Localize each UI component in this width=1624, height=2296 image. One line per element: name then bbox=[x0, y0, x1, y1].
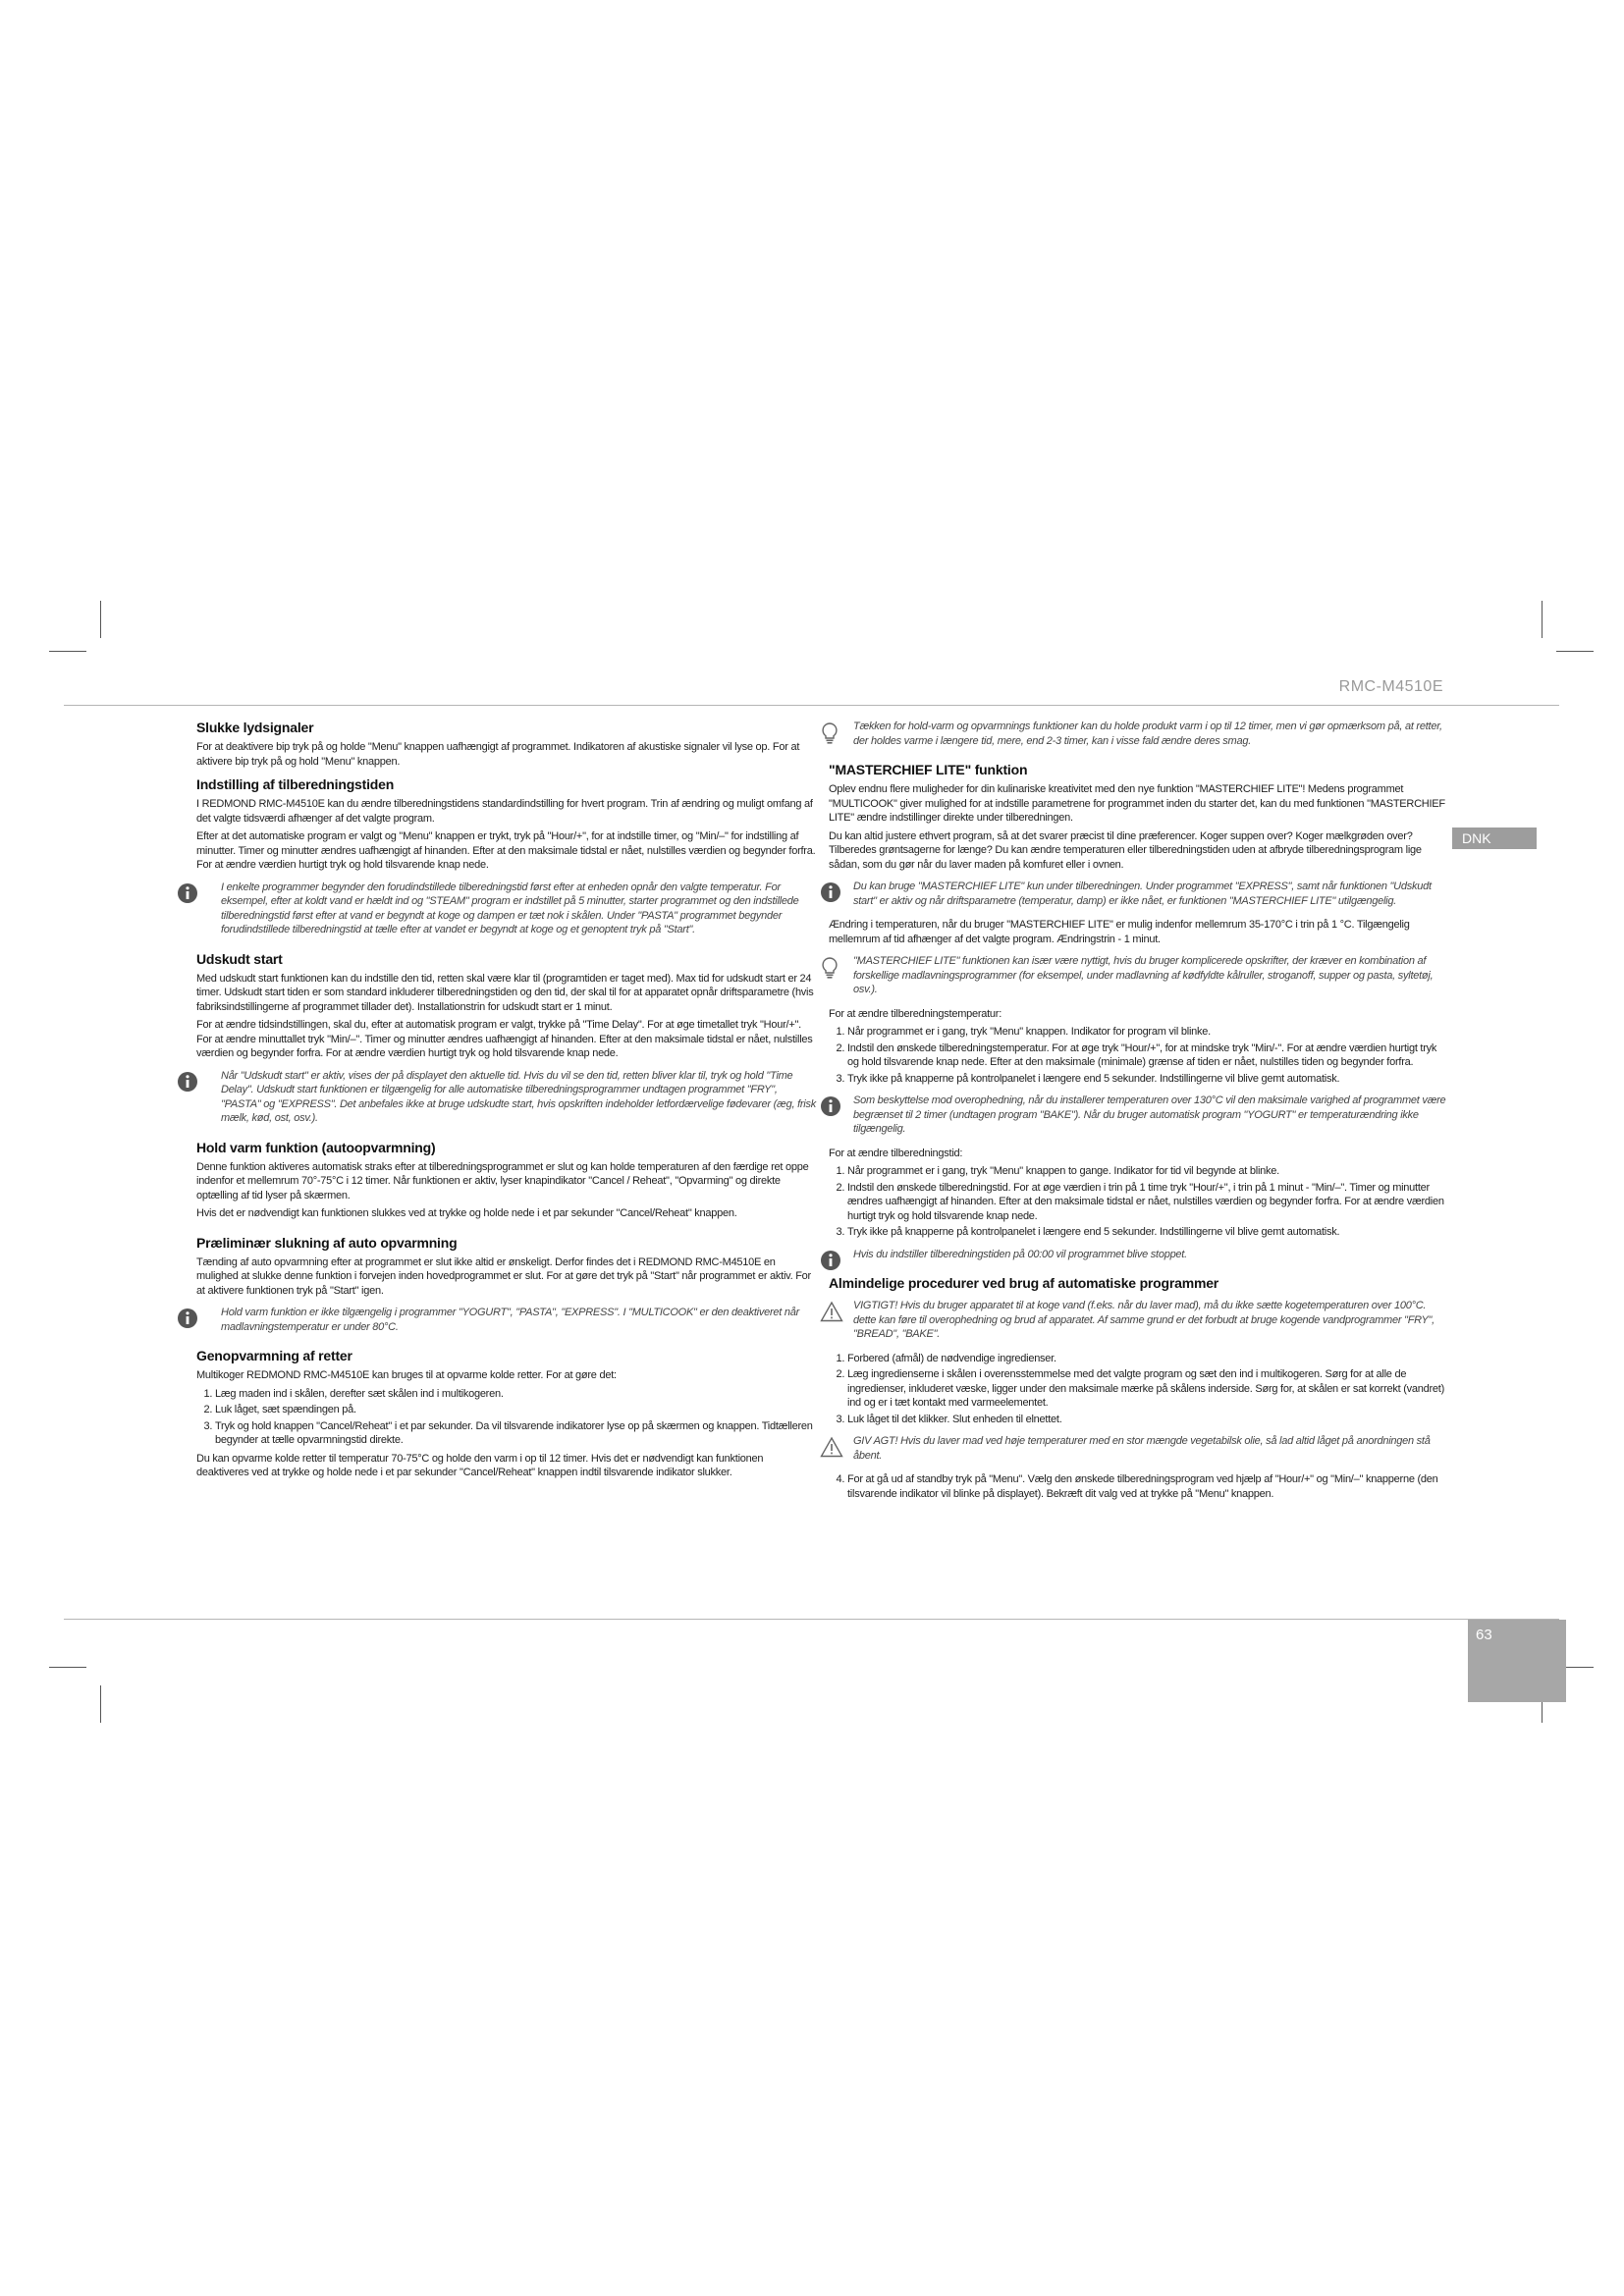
paragraph: Med udskudt start funktionen kan du indstille den tid, retten skal være klar til (programtiden er taget med). Max tid for udskudt start er 24 timer. Udskudt start tiden er som standard inkluderer tilberedningstiden og den tid, der skal til for at apparatet opnår driftsparametre (hvis fabriksindstillingerne af programmet tillader det). Installationstrin for udskudt start er 1 minut. bbox=[196, 972, 814, 1013]
paragraph: For at ændre tilberedningstemperatur: bbox=[829, 1007, 1002, 1020]
warning-note bbox=[829, 1299, 1449, 1342]
list-item: 1. Forbered (afmål) de nødvendige ingredienser. bbox=[847, 1352, 1449, 1366]
steps-list bbox=[829, 1472, 1449, 1501]
list-item: 4. For at gå ud af standby tryk på "Menu". Vælg den ønskede tilberedningsprogram ved hjælp af "Hour/+" og "Min/–" knapperne (den tilsvarende indikator vil blinke på displayet). Bekræft dit valg ved at trykke på "Menu" knappen. bbox=[847, 1472, 1449, 1501]
warning-icon bbox=[820, 1301, 843, 1322]
paragraph: Du kan altid justere ethvert program, så at det svarer præcist til dine præferencer. Koger suppen over? Koger mælkgrøden over? Tilberedes grøntsagerne for længe? Du kan ændre temperaturen eller tilberedningstiden uden at afbryde tilberedningsprogram lige sådan, som du gør når du laver maden på komfuret eller i ovnen. bbox=[829, 829, 1422, 871]
list-item: 2. Indstil den ønskede tilberedningstid. For at øge værdien i trin på 1 time tryk "Hour/+", i trin på 1 minut - "Min/–". Timer og minutter ændres uafhængigt af hinanden. Efter at den maksimale tidstal er nået, nulstilles værdien og begynder forfra. For at ændre værdien hurtigt tryk og hold tilsvarende knap nede. bbox=[847, 1181, 1449, 1224]
note-text: I enkelte programmer begynder den forudindstillede tilberedningstid først efter at enheden opnår den valgte temperatur. For eksempel, efter at koldt vand er hældt ind og "STEAM" program er indstillet på 5 minutter, starter programmet og den indstillede tilberedningstid først efter at vand er begyndt at koge og dampen er tæt nok i skålen. Under "PASTA" programmet begynder forudindstillede tilberedningstid at tælle efter at vandet er begyndt at koge og et genoptent tryk på "Start". bbox=[221, 881, 799, 935]
info-icon bbox=[177, 882, 198, 904]
note-text: Som beskyttelse mod overophedning, når du installerer temperaturen over 130°C vil den maksimale varighed af programmet være begrænset til 2 timer (undtagen program "BAKE"). Når du bruger automatisk program "YOGURT" er temperaturændring ikke tilgængelig. bbox=[853, 1095, 1446, 1135]
right-column bbox=[829, 720, 1449, 1505]
section-title: Indstilling af tilberedningstiden bbox=[196, 776, 395, 792]
warning-icon bbox=[820, 1436, 843, 1458]
lightbulb-icon bbox=[820, 956, 839, 980]
model-name: RMC-M4510E bbox=[1338, 678, 1443, 695]
left-column bbox=[196, 720, 817, 1484]
section-title: Genopvarmning af retter bbox=[196, 1348, 352, 1363]
crop-mark bbox=[1556, 651, 1594, 652]
list-item: 2. Indstil den ønskede tilberedningstemperatur. For at øge tryk "Hour/+", for at mindske tryk "Min/-". For at ændre værdien hurtigt tryk og hold tilsvarende knap nede. Efter at den maksimale (minimale) grænse af tiden er nået, nulstilles tiden og begynder forfra. bbox=[847, 1041, 1449, 1070]
steps-list bbox=[829, 1025, 1449, 1086]
list-item: 3. Tryk ikke på knapperne på kontrolpanelet i længere end 5 sekunder. Indstillingerne vil blive gemt automatisk. bbox=[847, 1072, 1449, 1087]
list-item: 1. Når programmet er i gang, tryk "Menu" knappen. Indikator for program vil blinke. bbox=[847, 1025, 1449, 1040]
list-item: 2. Læg ingredienserne i skålen i overensstemmelse med det valgte program og sæt den ind i multikogeren. Sørg for at alle de ingredienser, inkluderet væske, ligger under den maksimale mærke på skålens inderside. Sørg for, at skålen er sat korrekt (vandret) ind og er i tæt kontakt med varmeelementet. bbox=[847, 1367, 1449, 1411]
paragraph: For at ændre tidsindstillingen, skal du, efter at automatisk program er valgt, trykke på "Time Delay". For at øge timetallet tryk "Hour/+". For at ændre minuttallet tryk "Min/–". Timer og minutter ændres uafhængigt af hinanden. Efter at den maksimale tidstal er nået, nulstilles værdien og begynder forfra. For at ændre værdien hurtigt tryk og hold tilsvarende knap nede. bbox=[196, 1019, 813, 1059]
tip-note bbox=[829, 954, 1449, 997]
paragraph: For at ændre tilberedningstid: bbox=[829, 1147, 963, 1159]
steps-list bbox=[829, 1164, 1449, 1240]
lightbulb-icon bbox=[820, 721, 839, 745]
paragraph: Ændring i temperaturen, når du bruger "MASTERCHIEF LITE" er mulig indenfor mellemrum 35-170°C i trin på 1 °C. Tilgængelig mellemrum af tid afhænger af det valgte program. Ændringstrin - 1 minut. bbox=[829, 919, 1410, 945]
section-title: Hold varm funktion (autoopvarmning) bbox=[196, 1139, 436, 1155]
paragraph: I REDMOND RMC-M4510E kan du ændre tilberedningstidens standardindstilling for hvert program. Trin af ændring og muligt omfang af det valgte tidsværdi afhænger af det valgte program. bbox=[196, 798, 813, 825]
note-text: Du kan bruge "MASTERCHIEF LITE" kun under tilberedningen. Under programmet "EXPRESS", samt når funktionen "Udskudt start" er aktiv og når driftsparametre (temperatur, damp) er ikke nået, er funktionen "MASTERCHIEF LITE" utilgængelig. bbox=[853, 881, 1432, 907]
crop-mark bbox=[1542, 601, 1543, 638]
section-title: Slukke lydsignaler bbox=[196, 720, 314, 735]
info-note bbox=[196, 881, 817, 937]
paragraph: Multikoger REDMOND RMC-M4510E kan bruges til at opvarme kolde retter. For at gøre det: bbox=[196, 1369, 617, 1381]
info-note bbox=[829, 880, 1449, 908]
steps-list bbox=[196, 1387, 817, 1448]
header-rule bbox=[64, 705, 1559, 706]
language-tab: DNK bbox=[1452, 828, 1537, 849]
info-note bbox=[829, 1094, 1449, 1137]
section-title: Udskudt start bbox=[196, 950, 283, 967]
crop-mark bbox=[100, 1685, 101, 1723]
list-item: 1. Læg maden ind i skålen, derefter sæt skålen ind i multikogeren. bbox=[215, 1387, 817, 1402]
info-note bbox=[196, 1069, 817, 1126]
note-text: "MASTERCHIEF LITE" funktionen kan især være nyttigt, hvis du bruger komplicerede opskrifter, der kræver en kombination af forskellige madlavningsprogrammer (for eksempel, under madlavning af kødfyldte kålruller, stroganoff, supper og pasta, syltetøj, osv.). bbox=[853, 955, 1434, 995]
list-item: 3. Tryk og hold knappen "Cancel/Reheat" i et par sekunder. Da vil tilsvarende indikatorer lyse op på skærmen og knappen. Tidtælleren begynder at tælle opvarmningstid direkte. bbox=[215, 1419, 817, 1448]
section-title: Almindelige procedurer ved brug af automatiske programmer bbox=[829, 1275, 1219, 1291]
paragraph: Du kan opvarme kolde retter til temperatur 70-75°C og holde den varm i op til 12 timer. Hvis det er nødvendigt kan funktionen deaktiveres ved at trykke og holde nede i et par sekunder "Cancel/Reheat" knappen indtil tilsvarende indikator slukker. bbox=[196, 1452, 764, 1478]
warning-note bbox=[829, 1434, 1449, 1463]
page-number: 63 bbox=[1476, 1627, 1492, 1643]
info-note bbox=[196, 1306, 817, 1334]
info-icon bbox=[177, 1071, 198, 1093]
paragraph: Hvis det er nødvendigt kan funktionen slukkes ved at trykke og holde nede i et par sekunder "Cancel/Reheat" knappen. bbox=[196, 1207, 737, 1219]
info-icon bbox=[177, 1308, 198, 1329]
page-number-box bbox=[1468, 1620, 1566, 1702]
footer-rule bbox=[64, 1619, 1559, 1620]
note-text: Hold varm funktion er ikke tilgængelig i programmer "YOGURT", "PASTA", "EXPRESS". I "MULTICOOK" er den deaktiveret når madlavningstemperatur er under 80°C. bbox=[221, 1307, 800, 1333]
info-icon bbox=[820, 881, 841, 903]
note-text: GIV AGT! Hvis du laver mad ved høje temperaturer med en stor mængde vegetabilsk olie, så lad altid låget på anordningen stå åbent. bbox=[853, 1435, 1431, 1462]
crop-mark bbox=[100, 601, 101, 638]
list-item: 2. Luk låget, sæt spændingen på. bbox=[215, 1403, 817, 1417]
note-text: Tækken for hold-varm og opvarmnings funktioner kan du holde produkt varm i op til 12 timer, men vi gør opmærksom på, at retter, der holdes varme i længere tid, mere, end 2-3 timer, kan i visse fald ændre deres smag. bbox=[853, 721, 1442, 747]
info-icon bbox=[820, 1250, 841, 1271]
list-item: 3. Luk låget til det klikker. Slut enheden til elnettet. bbox=[847, 1413, 1449, 1427]
steps-list bbox=[829, 1352, 1449, 1427]
list-item: 3. Tryk ikke på knapperne på kontrolpanelet i længere end 5 sekunder. Indstillingerne vil blive gemt automatisk. bbox=[847, 1225, 1449, 1240]
paragraph: Denne funktion aktiveres automatisk straks efter at tilberedningsprogrammet er slut og kan holde temperaturen af den færdige ret oppe indenfor et mellemrum 70°-75°C i 12 timer. Når funktionen er aktiv, lyser knapindikator "Cancel / Reheat", "Opvarming" og direkte optælling af tid lyser på skærmen. bbox=[196, 1160, 809, 1201]
paragraph: Tænding af auto opvarmning efter at programmet er slut ikke altid er ønskeligt. Derfor findes det i REDMOND RMC-M4510E en mulighed at slukke denne funktion i forvejen inden hovedprogrammet er slut. For at gøre det tryk på "Start" når programmet er aktiv. For at aktivere funktionen tryk på "Start" igen. bbox=[196, 1255, 811, 1297]
crop-mark bbox=[49, 651, 86, 652]
info-note bbox=[829, 1248, 1449, 1262]
paragraph: For at deaktivere bip tryk på og holde "Menu" knappen uafhængigt af programmet. Indikatoren af akustiske signaler vil lyse op. For at aktivere bip tryk på og hold "Menu" knappen. bbox=[196, 741, 800, 768]
section-title: "MASTERCHIEF LITE" funktion bbox=[829, 762, 1028, 777]
note-text: Når "Udskudt start" er aktiv, vises der på displayet den aktuelle tid. Hvis du vil se den tid, retten bliver klar til, tryk og hold "Time Delay". Udskudt start funktionen er tilgængelig for alle automatiske tilberedningsprogrammer undtagen programmet "FRY", "PASTA" og "EXPRESS". Det anbefales ikke at bruge udskudte start, hvis opskriften indeholder letfordærvelige fødevarer (æg, frisk mælk, kød, ost, osv.). bbox=[221, 1069, 816, 1124]
note-text: Hvis du indstiller tilberedningstiden på 00:00 vil programmet blive stoppet. bbox=[853, 1248, 1187, 1260]
crop-mark bbox=[49, 1667, 86, 1668]
list-item: 1. Når programmet er i gang, tryk "Menu" knappen to gange. Indikator for tid vil begynde at blinke. bbox=[847, 1164, 1449, 1179]
paragraph: Oplev endnu flere muligheder for din kulinariske kreativitet med den nye funktion "MASTERCHIEF LITE"! Medens programmet "MULTICOOK" giver mulighed for at indstille parametrene for programmet inden du starter det, kan du med funktionen "MASTERCHIEF LITE" ændre indstillinger direkte under tilberedningen. bbox=[829, 783, 1445, 824]
paragraph: Efter at det automatiske program er valgt og "Menu" knappen er trykt, tryk på "Hour/+", for at indstille timer, og "Min/–" for indstilling af minutter. Timer og minutter ændres uafhængigt af hinanden. Efter at den maksimale tidstal er nået, nulstilles værdien og begynder forfra. For at ændre værdien hurtigt tryk og hold tilsvarende knap nede. bbox=[196, 830, 816, 871]
note-text: VIGTIGT! Hvis du bruger apparatet til at koge vand (f.eks. når du laver mad), må du ikke sætte kogetemperaturen over 100°C. dette kan føre til overophedning og brud af apparatet. Af samme grund er det forbudt at bruge kogende vandprogrammer "FRY", "BREAD", "BAKE". bbox=[853, 1300, 1435, 1340]
info-icon bbox=[820, 1095, 841, 1117]
tip-note bbox=[829, 720, 1449, 748]
section-title: Præliminær slukning af auto opvarmning bbox=[196, 1234, 458, 1251]
